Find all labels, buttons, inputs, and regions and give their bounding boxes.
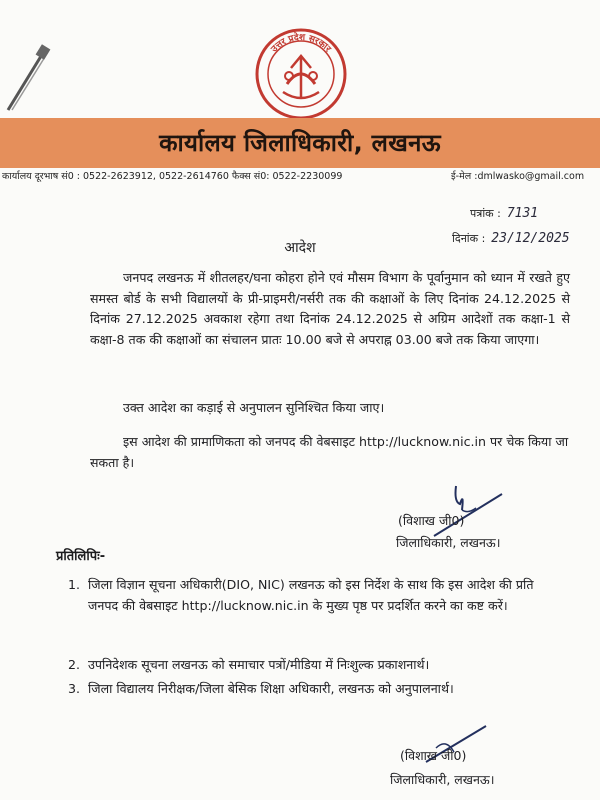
order-paragraph-3-text: इस आदेश की प्रामाणिकता को जनपद की वेबसाइट http://lucknow.nic.in पर चेक किया जा सकता है। <box>90 434 569 470</box>
signatory-name: (विशाख जी0) <box>398 513 465 528</box>
office-title: कार्यालय जिलाधिकारी, लखनऊ <box>159 129 441 157</box>
signatory-designation-2: जिलाधिकारी, लखनऊ। <box>390 772 495 787</box>
copy-item-text: उपनिदेशक सूचना लखनऊ को समाचार पत्रों/मीडिया में निःशुल्क प्रकाशनार्थ। <box>88 657 430 672</box>
svg-text:उत्तर प्रदेश सरकार: उत्तर प्रदेश सरकार <box>269 32 333 55</box>
phone-numbers: 0522-2623912, 0522-2614760 <box>83 171 229 182</box>
signatory-name-2: (विशाख जी0) <box>400 748 467 763</box>
date-value: 23/12/2025 <box>491 231 570 246</box>
email-label: ई-मेल : <box>451 171 478 182</box>
copy-item-2 <box>68 654 568 675</box>
copy-item-number: 3. <box>68 681 81 696</box>
contact-email <box>451 169 584 182</box>
copy-item-text: जिला विज्ञान सूचना अधिकारी(DIO, NIC) लखनऊ को इस निर्देश के साथ कि इस आदेश की प्रति जनपद की वेबसाइट http://lucknow.nic.in के मुख्य पृष्ठ पर प्रदर्शित करने का कष्ट करें। <box>88 577 534 613</box>
date-label: दिनांक : <box>452 232 486 245</box>
patrank-label: पत्रांक : <box>470 207 501 220</box>
contact-numbers <box>2 169 342 182</box>
order-paragraph-1-text: जनपद लखनऊ में शीतलहर/घना कोहरा होने एवं मौसम विभाग के पूर्वानुमान को ध्यान में रखते हुए समस्त बोर्ड के सभी विद्यालयों के प्री-प्राइमरी/नर्सरी तक की कक्षाओं के लिए दिनांक 24.12.2025 से दिनांक 27.12.2025 अवकाश रहेगा तथा दिनांक 24.12.2025 से अग्रिम आदेशों तक कक्षा-1 से कक्षा-8 तक की कक्षाओं का संचालन प्रातः 10.00 बजे से अपराह्न 03.00 बजे तक किया जाएगा। <box>90 270 571 347</box>
patrank-value: 7131 <box>506 206 539 221</box>
handwritten-signature-1 <box>398 480 538 540</box>
copy-item-3 <box>68 678 568 699</box>
signatory-designation: जिलाधिकारी, लखनऊ। <box>396 535 501 550</box>
order-paragraph-2: उक्त आदेश का कड़ाई से अनुपालन सुनिश्चित किया जाए। <box>123 400 385 415</box>
order-paragraph-1 <box>90 268 570 350</box>
copy-item-number: 1. <box>68 577 81 592</box>
patrank-row <box>470 206 538 221</box>
order-paragraph-3 <box>90 432 580 473</box>
email-value: dmlwasko@gmail.com <box>477 171 585 182</box>
copy-to-label: प्रतिलिपिः- <box>56 549 106 564</box>
copy-item-text: जिला विद्यालय निरीक्षक/जिला बेसिक शिक्षा अधिकारी, लखनऊ को अनुपालनार्थ। <box>88 681 454 696</box>
fax-number: 0522-2230099 <box>272 171 343 182</box>
copy-item-number: 2. <box>68 657 81 672</box>
copy-item-1 <box>68 574 558 616</box>
paper-pin-icon <box>4 44 52 114</box>
order-heading: आदेश <box>284 240 316 256</box>
fax-label: फैक्स सं0: <box>231 171 270 182</box>
phone-label: कार्यालय दूरभाष सं0 : <box>2 171 80 182</box>
up-government-emblem-icon <box>253 26 349 122</box>
